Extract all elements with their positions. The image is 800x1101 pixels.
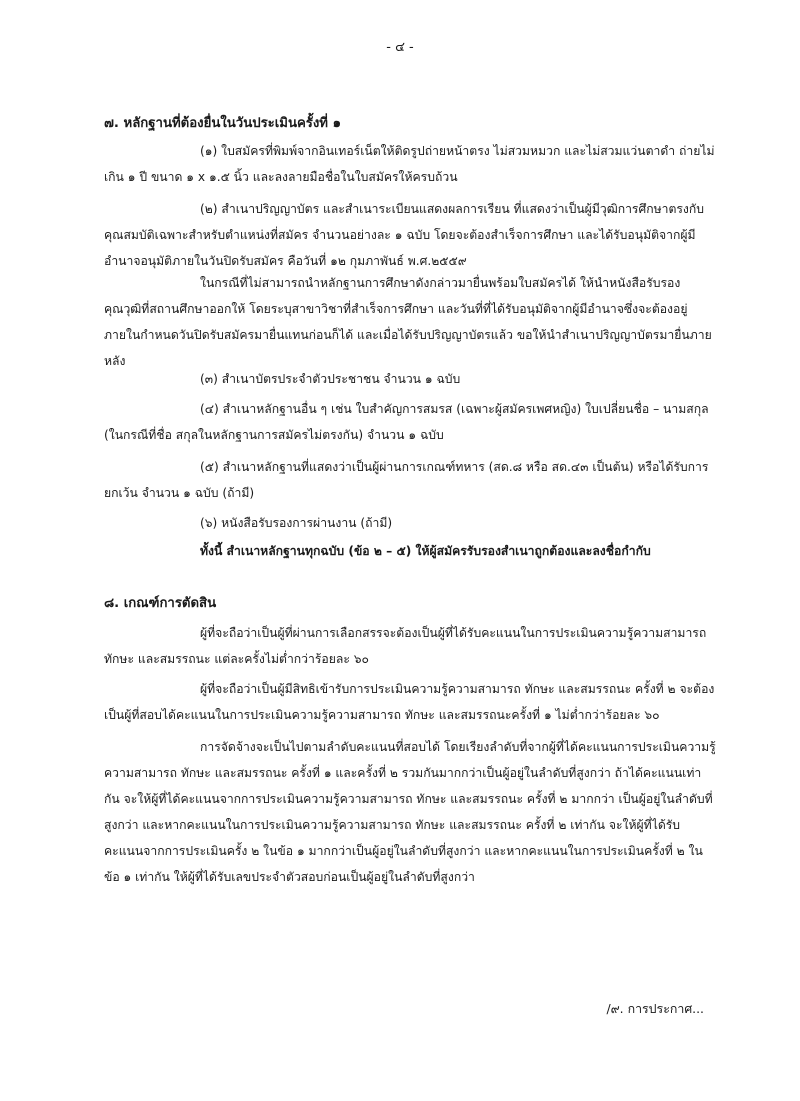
section-8-heading: ๘. เกณฑ์การตัดสิน bbox=[104, 596, 217, 611]
item-text: (๓) สำเนาบัตรประจำตัวประชาชน จำนวน ๑ ฉบับ bbox=[200, 372, 461, 386]
section-7-note bbox=[104, 538, 716, 564]
paragraph-text: ผู้ที่จะถือว่าเป็นผู้ที่ผ่านการเลือกสรรจะต้องเป็นผู้ที่ได้รับคะแนนในการประเมินความรู้ความสามารถ ทักษะ และสมรรถนะ แต่ละครั้งไม่ต่ำกว่าร้อยละ ๖๐ bbox=[104, 626, 707, 666]
section-7-item-4 bbox=[104, 396, 716, 448]
item-text: (๔) สำเนาหลักฐานอื่น ๆ เช่น ใบสำคัญการสมรส (เฉพาะผู้สมัครเพศหญิง) ใบเปลี่ยนชื่อ – นามสกุล (ในกรณีที่ชื่อ สกุลในหลักฐานการสมัครไม่ตรงกัน) จำนวน ๑ ฉบับ bbox=[104, 402, 709, 442]
item-text: (๑) ใบสมัครที่พิมพ์จากอินเทอร์เน็ตให้ติดรูปถ่ายหน้าตรง ไม่สวมหมวก และไม่สวมแว่นตาดำ ถ่ายไม่เกิน ๑ ปี ขนาด ๑ x ๑.๕ นิ้ว และลงลายมือชื่อในใบสมัครให้ครบถ้วน bbox=[104, 144, 715, 184]
section-8-paragraph-3 bbox=[104, 734, 716, 890]
next-page-marker: /๙. การประกาศ... bbox=[606, 1001, 704, 1016]
page-number: - ๔ - bbox=[386, 40, 414, 55]
section-7-item-2-note bbox=[104, 270, 716, 374]
paragraph-text: การจัดจ้างจะเป็นไปตามลำดับคะแนนที่สอบได้ โดยเรียงลำดับที่จากผู้ที่ได้คะแนนการประเมินความรู้ความสามารถ ทักษะ และสมรรถนะ ครั้งที่ ๑ และครั้งที่ ๒ รวมกันมากกว่าเป็นผู้อยู่ในลำดับที่สูงกว่า ถ้าได้คะแนนเท่ากัน จะให้ผู้ที่ได้คะแนนจากการประเมินความรู้ความสามารถ ทักษะ และสมรรถนะ ครั้งที่ ๒ มากกว่า เป็นผู้อยู่ในลำดับที่สูงกว่า และหากคะแนนในการประเมินความรู้ความสามารถ ทักษะ และสมรรถนะ ครั้งที่ ๒ เท่ากัน จะให้ผู้ที่ได้รับคะแนนจากการประเมินครั้ง ๒ ในข้อ ๑ มากกว่าเป็นผู้อยู่ในลำดับที่สูงกว่า และหากคะแนนในการประเมินครั้งที่ ๒ ในข้อ ๑ เท่ากัน ให้ผู้ที่ได้รับเลขประจำตัวสอบก่อนเป็นผู้อยู่ในลำดับที่สูงกว่า bbox=[104, 740, 716, 884]
item-text: (๖) หนังสือรับรองการผ่านงาน (ถ้ามี) bbox=[200, 516, 393, 530]
item-text: (๕) สำเนาหลักฐานที่แสดงว่าเป็นผู้ผ่านการเกณฑ์ทหาร (สด.๘ หรือ สด.๔๓ เป็นต้น) หรือได้รับการยกเว้น จำนวน ๑ ฉบับ (ถ้ามี) bbox=[104, 460, 709, 500]
section-8-paragraph-2 bbox=[104, 676, 716, 728]
section-7-item-5 bbox=[104, 454, 716, 506]
section-7-heading: ๗. หลักฐานที่ต้องยื่นในวันประเมินครั้งที่ ๑ bbox=[104, 116, 341, 131]
item-text: ทั้งนี้ สำเนาหลักฐานทุกฉบับ (ข้อ ๒ – ๕) ให้ผู้สมัครรับรองสำเนาถูกต้องและลงชื่อกำกับ bbox=[200, 544, 651, 558]
section-7-item-3 bbox=[104, 366, 716, 392]
item-text: (๒) สำเนาปริญญาบัตร และสำเนาระเบียนแสดงผลการเรียน ที่แสดงว่าเป็นผู้มีวุฒิการศึกษาตรงกับคุณสมบัติเฉพาะสำหรับตำแหน่งที่สมัคร จำนวนอย่างละ ๑ ฉบับ โดยจะต้องสำเร็จการศึกษา และได้รับอนุมัติจากผู้มีอำนาจอนุมัติภายในวันปิดรับสมัคร คือวันที่ ๑๒ กุมภาพันธ์ พ.ศ.๒๕๕๙ bbox=[104, 202, 704, 268]
section-7-item-2 bbox=[104, 196, 716, 274]
section-8-paragraph-1 bbox=[104, 620, 716, 672]
item-text: ในกรณีที่ไม่สามารถนำหลักฐานการศึกษาดังกล่าวมายื่นพร้อมใบสมัครได้ ให้นำหนังสือรับรองคุณวุฒิที่สถานศึกษาออกให้ โดยระบุสาขาวิชาที่สำเร็จการศึกษา และวันที่ที่ได้รับอนุมัติจากผู้มีอำนาจซึ่งจะต้องอยู่ภายในกำหนดวันปิดรับสมัครมายื่นแทนก่อนก็ได้ และเมื่อได้รับปริญญาบัตรแล้ว ขอให้นำสำเนาปริญญาบัตรมายื่นภายหลัง bbox=[104, 276, 712, 368]
paragraph-text: ผู้ที่จะถือว่าเป็นผู้มีสิทธิเข้ารับการประเมินความรู้ความสามารถ ทักษะ และสมรรถนะ ครั้งที่ ๒ จะต้องเป็นผู้ที่สอบได้คะแนนในการประเมินความรู้ความสามารถ ทักษะ และสมรรถนะครั้งที่ ๑ ไม่ต่ำกว่าร้อยละ ๖๐ bbox=[104, 682, 715, 722]
section-7-item-1 bbox=[104, 138, 716, 190]
section-7-item-6 bbox=[104, 510, 716, 536]
